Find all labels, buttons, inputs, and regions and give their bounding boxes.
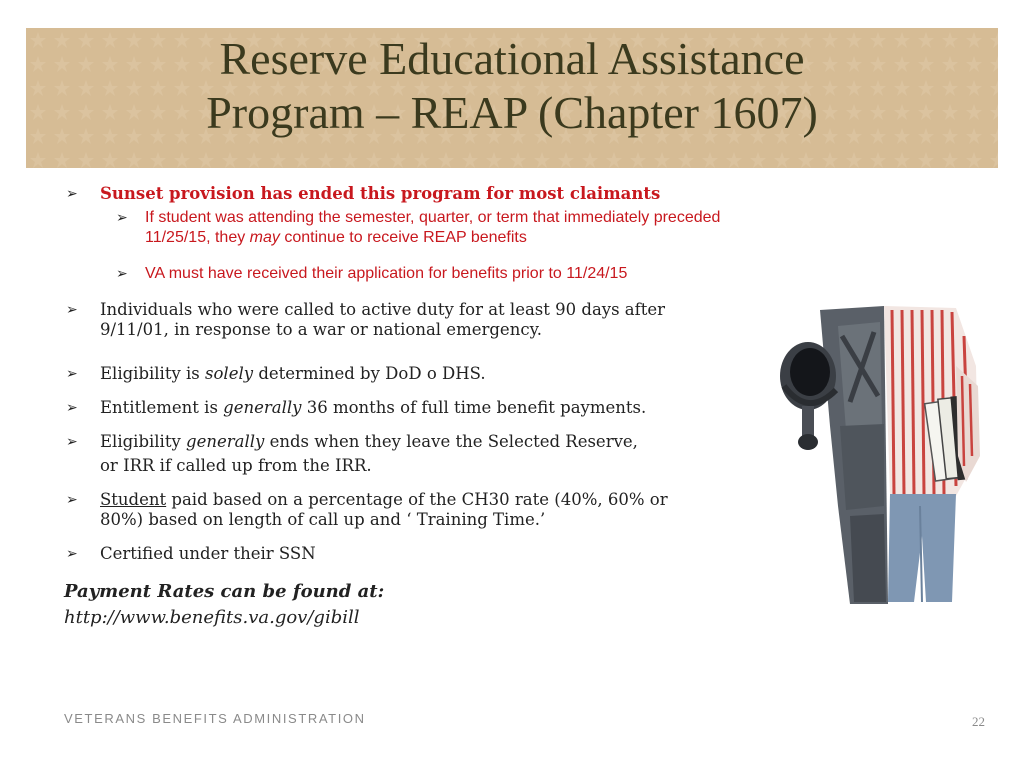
bullet-eligibility-ends-line-2: or IRR if called up from the IRR. [100,456,372,475]
arrow-bullet-icon: ➢ [66,546,78,562]
bullet-entitlement [100,398,646,418]
title-banner [26,28,998,168]
bullet-eligibility-ends-line-1 [100,432,638,452]
text-fragment: determined by DoD o DHS. [253,364,486,383]
text-fragment: Eligibility is [100,364,206,383]
payment-rates-link[interactable]: http://www.benefits.va.gov/gibill [64,607,360,628]
arrow-bullet-icon: ➢ [66,302,78,318]
emphasis-generally: generally [186,432,265,451]
title-line-1: Reserve Educational Assistance [219,33,805,84]
arrow-bullet-icon: ➢ [66,400,78,416]
emphasis-generally: generally [223,398,302,417]
text-fragment: 36 months of full time benefit payments. [301,398,647,417]
page-number: 22 [972,714,985,729]
bullet-sunset: Sunset provision has ended this program for most claimants [100,184,661,203]
arrow-bullet-icon: ➢ [66,434,78,450]
slide-title [26,32,998,140]
emphasis-solely: solely [205,364,254,383]
bullet-individuals-line-2: 9/11/01, in response to a war or national emergency. [100,320,542,339]
sub-bullet-attending-line-1: If student was attending the semester, quarter, or term that immediately preceded [145,209,721,226]
footer-organization: VETERANS BENEFITS ADMINISTRATION [64,711,366,726]
sub-bullet-application: VA must have received their application for benefits prior to 11/24/15 [145,265,628,282]
bullet-individuals-line-1: Individuals who were called to active duty for at least 90 days after [100,300,666,319]
arrow-bullet-icon: ➢ [116,210,128,226]
title-line-2: Program – REAP (Chapter 1607) [206,87,818,138]
text-fragment: Eligibility [100,432,187,451]
bullet-eligibility-solely [100,364,486,384]
text-fragment: continue to receive REAP benefits [279,229,527,246]
bullet-student-paid-line-1 [100,490,668,510]
arrow-bullet-icon: ➢ [116,266,128,282]
arrow-bullet-icon: ➢ [66,186,78,202]
underlined-student: Student [100,490,167,509]
arrow-bullet-icon: ➢ [66,366,78,382]
arrow-bullet-icon: ➢ [66,492,78,508]
bullet-certified: Certified under their SSN [100,544,316,563]
text-fragment: ends when they leave the Selected Reserve, [264,432,638,451]
payment-rates-label: Payment Rates can be found at: [64,581,385,602]
soldier-student-photo [780,306,984,604]
sub-bullet-attending-line-2 [145,228,527,248]
text-fragment: 11/25/15, they [145,229,250,246]
bullet-student-paid-line-2: 80%) based on length of call up and ‘ Training Time.’ [100,510,546,529]
text-fragment: Entitlement is [100,398,224,417]
emphasis-may: may [249,229,280,246]
text-fragment: paid based on a percentage of the CH30 rate (40%, 60% or [166,490,668,509]
